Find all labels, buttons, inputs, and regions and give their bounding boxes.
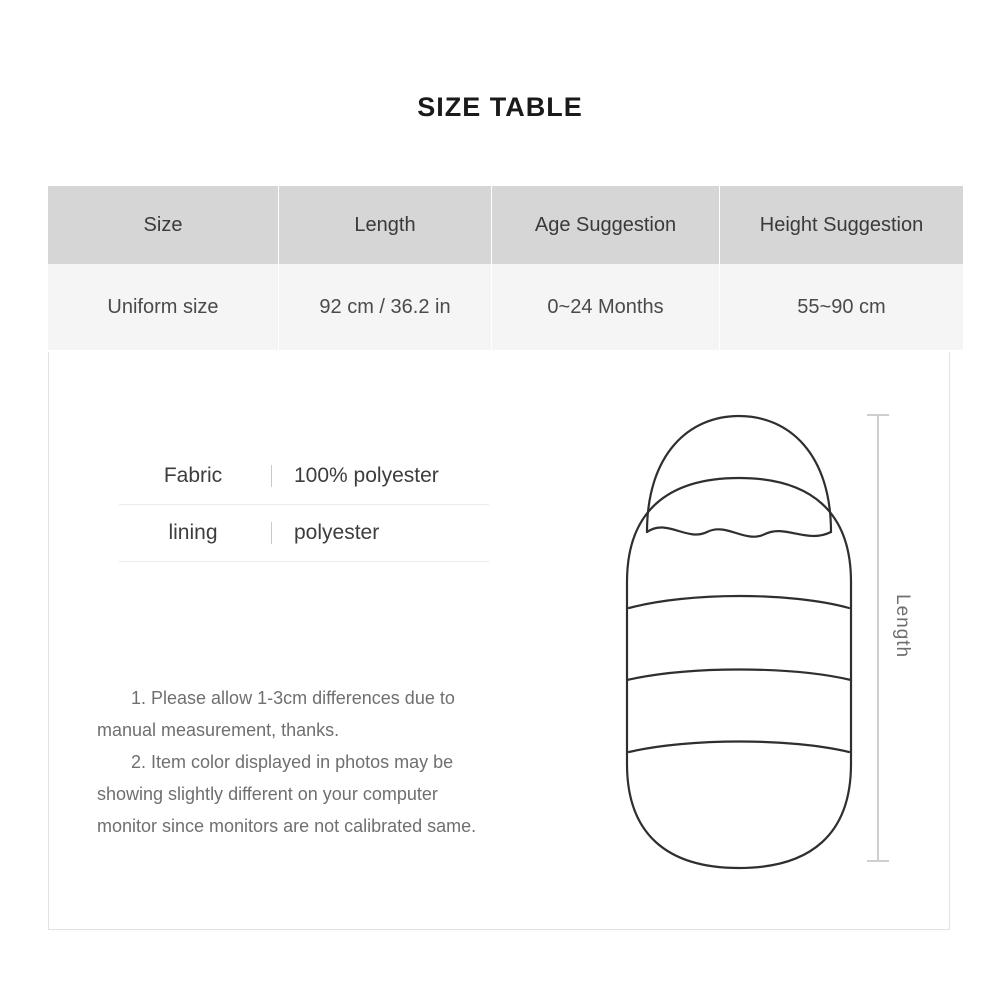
note-line-5: monitor since monitors are not calibrated same. [97,816,477,836]
note-line-1: 1. Please allow 1-3cm differences due to [131,688,455,708]
cell-age-suggestion: 0~24 Months [492,264,720,351]
page-title: SIZE TABLE [417,92,583,122]
dimension-line [877,414,879,862]
notes-block [97,682,537,842]
dimension-cap-bottom [867,860,889,862]
details-panel [48,352,950,930]
table-header-row [48,186,963,264]
note-line-2: manual measurement, thanks. [97,720,340,740]
dimension-label: Length [892,594,913,659]
column-header-size: Size [48,186,279,264]
spec-divider [271,465,272,487]
spec-row-fabric [119,448,489,505]
spec-value-fabric: 100% polyester [294,464,439,487]
column-header-height-suggestion: Height Suggestion [720,186,964,264]
spec-row-lining [119,505,489,562]
spec-value-lining: polyester [294,521,380,544]
size-table-head [48,186,963,264]
table-row [48,264,963,351]
cell-height-suggestion: 55~90 cm [720,264,964,351]
size-table-body [48,264,963,351]
cell-size: Uniform size [48,264,279,351]
note-line-4: showing slightly different on your computer [97,784,438,804]
spec-divider [271,522,272,544]
column-header-age-suggestion: Age Suggestion [492,186,720,264]
spec-label-fabric: Fabric [163,464,223,487]
dimension-cap-top [867,414,889,416]
size-table-container [48,186,952,351]
spec-list [119,448,489,562]
column-header-length: Length [279,186,492,264]
cell-length: 92 cm / 36.2 in [279,264,492,351]
note-line-3: 2. Item color displayed in photos may be [131,752,454,772]
size-table [48,186,963,351]
length-dimension-indicator [863,414,913,862]
spec-label-lining: lining [168,521,218,544]
